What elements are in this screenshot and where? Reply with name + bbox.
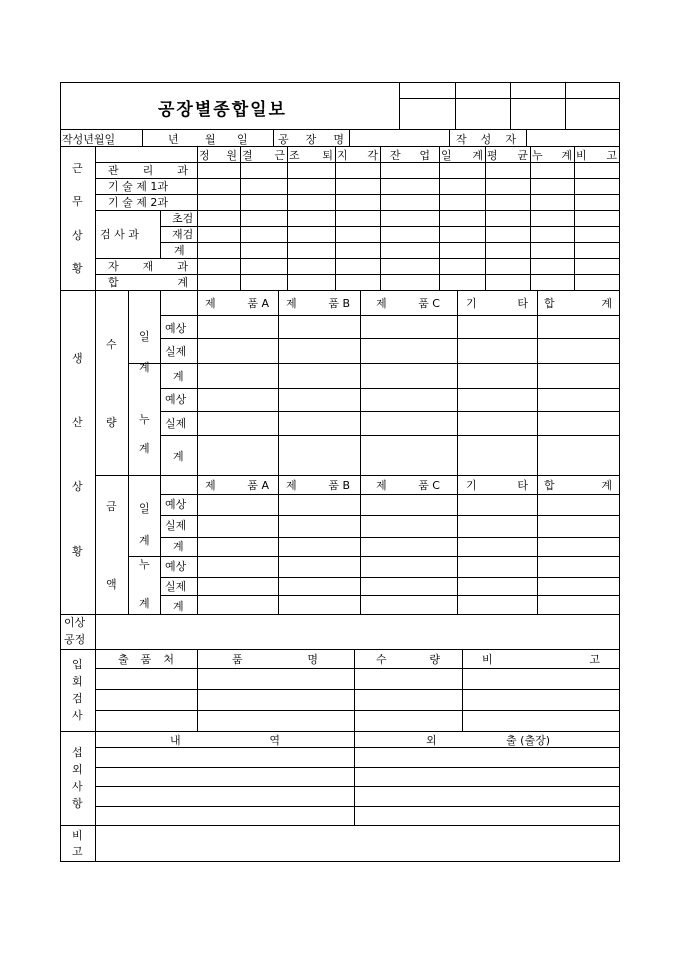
char: 비 [482,653,493,666]
row-first-inspection: 초검 [172,212,194,225]
grid-line [160,226,620,227]
grid-line [287,146,288,291]
char: 각 [367,149,378,162]
incoming-col-item [232,653,318,666]
grid-line [349,129,350,146]
amt-cum-total: 계 [173,600,184,613]
external-col-outing [426,734,550,747]
char: 장 [305,133,317,146]
qty-daily-expected: 예상 [165,322,187,335]
grid-line [160,595,620,596]
row-tech-1: 기 술 제 1과 [108,180,168,193]
grid-line [160,315,620,316]
remarks-label-2: 고 [72,845,83,858]
year-label: 년 [168,133,179,146]
attendance-side-1: 근 [72,162,83,175]
incoming-side-3: 검 [72,692,83,705]
grid-line [160,210,161,258]
char: 누 [532,149,543,162]
attendance-side-2: 무 [72,195,83,208]
section-line [60,825,620,826]
char: 고 [606,149,617,162]
border-right [619,82,620,862]
char: 품 A [247,479,269,492]
amt-cum-actual: 실제 [165,580,187,593]
qty-col-product-a [205,297,269,310]
form-title: 공장별종합일보 [158,100,287,120]
grid-line [335,146,336,291]
grid-line [526,129,527,146]
amount-label-1: 금 [106,500,117,513]
qty-col-total [544,297,612,310]
col-early-leave [289,149,333,162]
qty-col-product-b [286,297,350,310]
char: 고 [589,653,600,666]
grid-line [95,146,96,291]
grid-line [95,210,620,211]
amt-daily-2: 계 [139,534,150,547]
char: 품 [232,653,243,666]
section-line [60,649,620,650]
production-side-1: 생 [72,352,83,365]
grid-line [160,494,620,495]
grid-line [95,649,96,731]
external-side-2: 외 [72,763,83,776]
production-side-2: 산 [72,416,83,429]
date-label: 작성년월일 [62,133,116,146]
amt-cum-2: 계 [139,597,150,610]
char: 재 [142,260,154,273]
abnormal-label-1: 이상 [64,616,86,629]
approval-line [510,82,511,129]
char: 정 [199,149,210,162]
border-bottom [60,861,620,862]
section-line [60,731,620,732]
grid-line [95,475,620,476]
grid-line [197,146,198,291]
day-label: 일 [237,133,248,146]
char: 품 B [328,297,350,310]
row-inspection: 검 사 과 [100,228,139,241]
char: 합 [544,479,555,492]
section-line [60,614,620,615]
row-grand-total [108,276,188,289]
month-label: 월 [205,133,216,146]
grid-line [95,274,620,275]
amt-col-product-c [376,479,440,492]
char: 내 [170,734,181,747]
quantity-label-1: 수 [106,338,117,351]
char: 자 [505,133,516,146]
char: 역 [269,734,280,747]
grid-line [95,614,96,649]
char: 공 [278,133,289,146]
qty-cum-actual: 실제 [165,417,187,430]
approval-line [399,82,400,129]
grid-line [95,806,620,807]
char: 기 [466,297,477,310]
char: 처 [163,653,174,666]
char: 제 [205,479,216,492]
section-line [60,129,620,130]
qty-col-product-c [376,297,440,310]
amount-label-2: 액 [106,578,117,591]
char: 리 [142,164,154,177]
amt-col-product-b [286,479,350,492]
grid-line [142,129,143,146]
qty-col-other [466,297,528,310]
amt-daily-actual: 실제 [165,519,187,532]
grid-line [95,689,620,690]
char: 량 [429,653,440,666]
external-side-1: 섭 [72,746,83,759]
amt-col-product-a [205,479,269,492]
grid-line [128,290,129,614]
amt-daily-expected: 예상 [165,498,187,511]
external-side-3: 사 [72,780,83,793]
col-average [487,149,528,162]
grid-line [95,747,620,748]
incoming-side-4: 사 [72,709,83,722]
qty-cum-2: 계 [139,442,150,455]
grid-line [380,146,381,291]
char: 균 [517,149,528,162]
incoming-col-quantity [376,653,440,666]
col-daily-total [441,149,483,162]
row-inspection-total: 계 [174,244,185,257]
char: 계 [601,297,612,310]
char: 퇴 [322,149,333,162]
qty-daily-2: 계 [139,361,150,374]
char: 타 [517,297,528,310]
remarks-label-1: 비 [72,829,83,842]
daily-report-form [60,82,620,862]
char: 품 C [418,479,440,492]
row-re-inspection: 재검 [172,228,194,241]
char: 명 [333,133,344,146]
incoming-side-2: 회 [72,675,83,688]
grid-line [160,537,620,538]
border-left [60,82,61,862]
grid-line [160,577,620,578]
incoming-side-1: 입 [72,658,83,671]
grid-line [485,146,486,291]
char: 조 [289,149,300,162]
external-side-4: 항 [72,797,83,810]
row-management [108,164,188,177]
char: 계 [472,149,483,162]
char: 제 [376,479,387,492]
char: 합 [544,297,555,310]
char: 품 [140,653,152,666]
char: 명 [307,653,318,666]
char: 지 [337,149,348,162]
abnormal-label-2: 공정 [64,633,86,646]
grid-line [449,129,450,146]
attendance-side-3: 상 [72,229,83,242]
char: 출 (출장) [506,734,550,747]
grid-line [240,146,241,291]
production-side-4: 황 [72,545,83,558]
grid-line [95,825,96,862]
col-staff [199,149,237,162]
char: 근 [274,149,285,162]
production-side-3: 상 [72,480,83,493]
qty-cum-1: 누 [139,413,150,426]
grid-line [160,435,620,436]
char: 업 [419,149,430,162]
incoming-col-supplier [118,653,174,666]
char: 제 [286,479,297,492]
char: 계 [601,479,612,492]
amt-col-total [544,479,612,492]
grid-line [530,146,531,291]
grid-line [462,649,463,731]
char: 과 [177,164,188,177]
char: 과 [177,260,188,273]
grid-line [160,515,620,516]
grid-line [574,146,575,291]
char: 품 A [247,297,269,310]
grid-line [95,786,620,787]
char: 자 [108,260,119,273]
amt-daily-total: 계 [173,540,184,553]
char: 계 [561,149,572,162]
grid-line [95,767,620,768]
char: 수 [376,653,387,666]
grid-line [95,258,620,259]
grid-line [354,649,355,731]
amt-daily-1: 일 [139,502,150,515]
col-remarks [576,149,617,162]
char: 외 [426,734,437,747]
row-materials [108,260,188,273]
approval-line [455,82,456,129]
grid-line [95,731,96,825]
col-late [337,149,378,162]
col-absent [242,149,285,162]
section-line [60,146,620,147]
grid-line [160,411,620,412]
grid-line [160,388,620,389]
approval-line [399,98,620,99]
qty-daily-total: 계 [173,370,184,383]
col-cumulative [532,149,572,162]
grid-line [273,129,274,146]
char: 품 C [418,297,440,310]
char: 품 B [328,479,350,492]
char: 합 [108,276,119,289]
border-top [60,82,620,83]
attendance-side-4: 황 [72,262,83,275]
char: 평 [487,149,498,162]
grid-line [354,731,355,825]
qty-daily-actual: 실제 [165,345,187,358]
amt-cum-expected: 예상 [165,560,187,573]
author-label [456,133,516,146]
char: 비 [576,149,587,162]
char: 성 [480,133,492,146]
grid-line [160,242,620,243]
factory-name-label [278,133,344,146]
grid-line [439,146,440,291]
qty-daily-1: 일 [139,330,150,343]
char: 계 [177,276,188,289]
char: 잔 [390,149,401,162]
qty-cum-expected: 예상 [165,393,187,406]
char: 타 [517,479,528,492]
char: 제 [205,297,216,310]
row-tech-2: 기 술 제 2과 [108,196,168,209]
char: 제 [376,297,387,310]
approval-line [565,82,566,129]
char: 결 [242,149,253,162]
external-col-details [170,734,280,747]
grid-line [95,290,96,614]
char: 일 [441,149,452,162]
grid-line [95,162,620,163]
char: 원 [226,149,237,162]
char: 기 [466,479,477,492]
section-line [60,290,620,291]
char: 제 [286,297,297,310]
grid-line [95,668,620,669]
grid-line [128,363,620,364]
quantity-label-2: 량 [106,416,117,429]
grid-line [95,710,620,711]
grid-line [197,649,198,731]
grid-line [95,178,620,179]
qty-cum-total: 계 [173,450,184,463]
char: 작 [456,133,467,146]
grid-line [160,338,620,339]
amt-cum-1: 누 [139,558,150,571]
col-overtime [390,149,430,162]
char: 출 [118,653,129,666]
grid-line [95,194,620,195]
amt-col-other [466,479,528,492]
incoming-col-remarks [482,653,600,666]
char: 관 [108,164,119,177]
grid-line [128,556,620,557]
